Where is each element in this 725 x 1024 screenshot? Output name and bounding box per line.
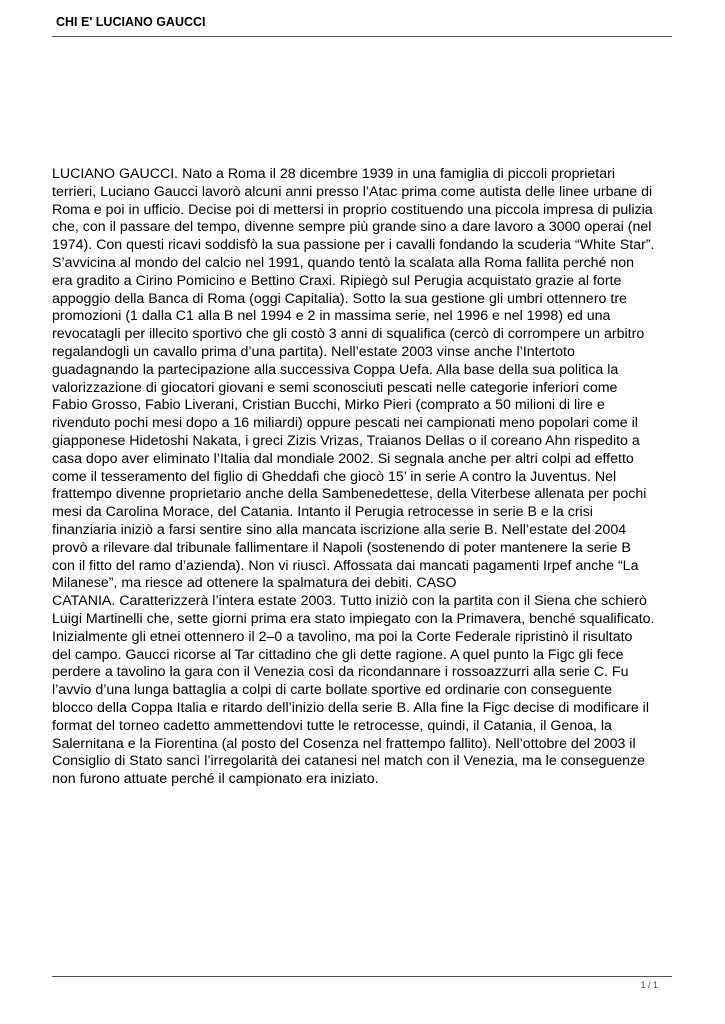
article-body: LUCIANO GAUCCI. Nato a Roma il 28 dicembre 1939 in una famiglia di piccoli proprietari terrieri, Luciano Gaucci lavorò alcuni anni presso l’Atac prima come autista delle linee urbane di Roma e poi in ufficio. Decise poi di mettersi in proprio costituendo una piccola impresa di pulizia che, con il passare del tempo, divenne sempre più grande sino a dare lavoro a 3000 operai (nel 1974). Con questi ricavi soddisfò la sua passione per i cavalli fondando la scuderia “White Star”. S’avvicina al mondo del calcio nel 1991, quando tentò la scalata alla Roma fallita perché non era gradito a Cirino Pomicino e Bettino Craxi. Ripiegò sul Perugia acquistato grazie al forte appoggio della Banca di Roma (oggi Capitalia). Sotto la sua gestione gli umbri ottennero tre promozioni (1 dalla C1 alla B nel 1994 e 2 in massima serie, nel 1996 e nel 1998) ed una revocatagli per illecito sportivo che gli costò 3 anni di squalifica (cercò di corrompere un arbitro regalandogli un cavallo prima d’una partita). Nell’estate 2003 vinse anche l’Intertoto guadagnando la partecipazione alla successiva Coppa Uefa. Alla base della sua politica la valorizzazione di giocatori giovani e semi sconosciuti pescati nelle categorie inferiori come Fabio Grosso, Fabio Liverani, Cristian Bucchi, Mirko Pieri (comprato a 50 milioni di lire e rivenduto pochi mesi dopo a 16 miliardi) oppure pescati nei campionati meno popolari come il giapponese Hidetoshi Nakata, i greci Zizis Vrizas, Traianos Dellas o il coreano Ahn rispedito a casa dopo aver eliminato l’Italia dal mondiale 2002. Si segnala anche per altri colpi ad effetto come il tesseramento del figlio di Gheddafi che giocò 15’ in serie A contro la Juventus. Nel frattempo divenne proprietario anche della Sambenedettese, della Viterbese allenata per pochi mesi da Carolina Morace, del Catania. Intanto il Perugia retrocesse in serie B e la crisi finanziaria iniziò a farsi sentire sino alla mancata iscrizione alla serie B. Nell’estate del 2004 provò a rilevare dal tribunale fallimentare il Napoli (sostenendo di poter mantenere la serie B con il fitto del ramo d’azienda). Non vi riuscì. Affossata dai mancati pagamenti Irpef anche “La Milanese”, ma riesce ad ottenere la spalmatura dei debiti. CASO CATANIA. Caratterizzerà l’intera estate 2003. Tutto iniziò con la partita con il Siena che schierò Luigi Martinelli che, sette giorni prima era stato impiegato con la Primavera, benché squalificato. Inizialmente gli etnei ottennero il 2–0 a tavolino, ma poi la Corte Federale ripristinò il risultato del campo. Gaucci ricorse al Tar cittadino che gli dette ragione. A quel punto la Figc gli fece perdere a tavolino la gara con il Venezia così da ricondannare i rossoazzurri alla serie C. Fu l’avvio d’una lunga battaglia a colpi di carte bollate sportive ed ordinarie con conseguente blocco della Coppa Italia e ritardo dell’inizio della serie B. Alla fine la Figc decise di modificare il format del torneo cadetto ammettendovi tutte le retrocesse, quindi, il Catania, il Genoa, la Salernitana e la Fiorentina (al posto del Cosenza nel frattempo fallito). Nell’ottobre del 2003 il Consiglio di Stato sancì l’irregolarità dei catanesi nel match con il Venezia, ma le conseguenze non furono attuate perché il campionato era iniziato. <box>52 166 655 788</box>
page-number: 1 / 1 <box>640 980 658 990</box>
page-footer <box>52 976 672 991</box>
document-title: CHI E' LUCIANO GAUCCI <box>56 15 206 29</box>
page-header <box>52 0 672 37</box>
